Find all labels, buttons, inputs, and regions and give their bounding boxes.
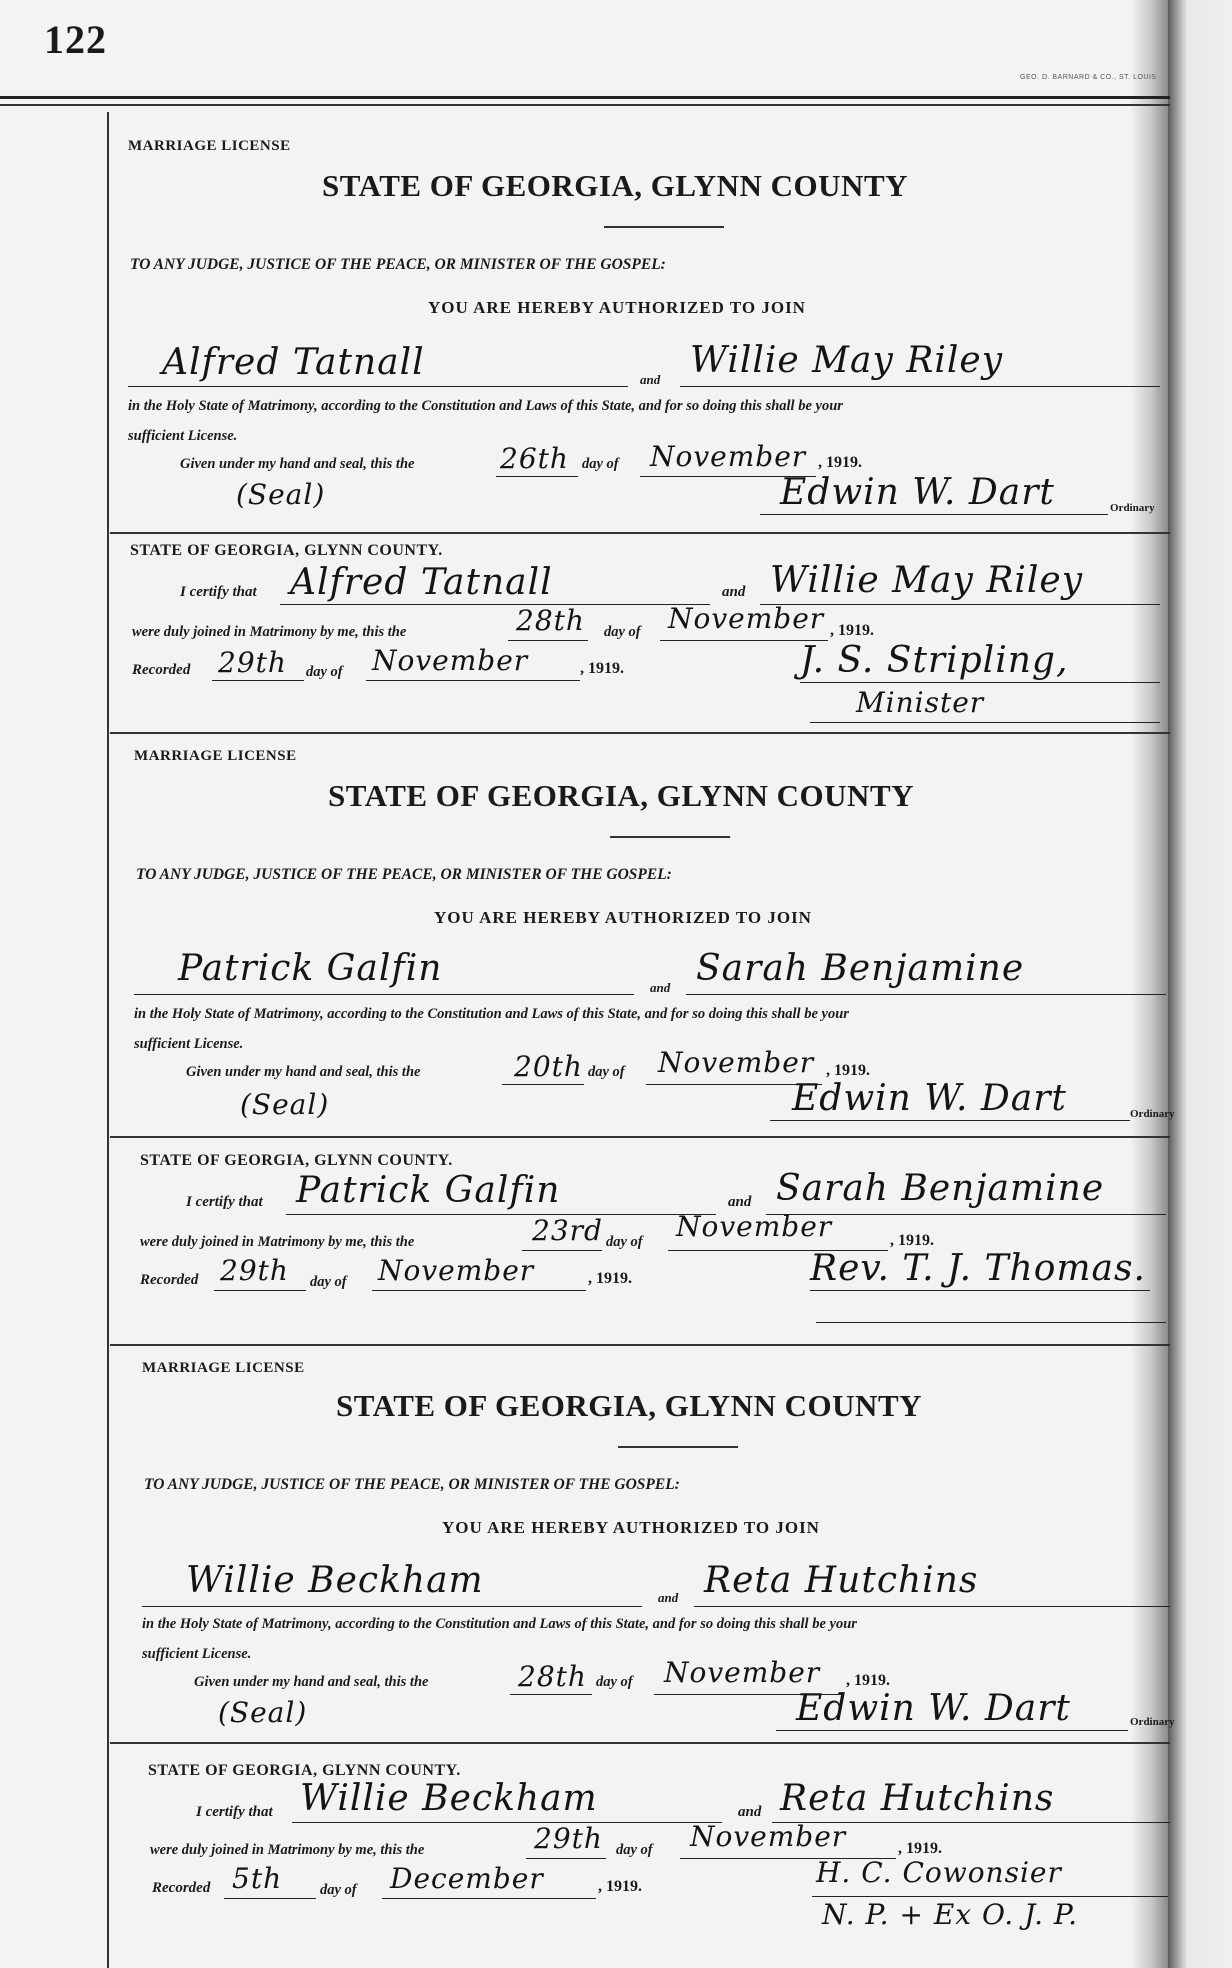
cert-groom-name: Alfred Tatnall — [290, 562, 553, 603]
bride-name: Willie May Riley — [690, 340, 1004, 381]
page-fold-shadow — [1130, 0, 1168, 1968]
ordinary-signature: Edwin W. Dart — [796, 1688, 1071, 1729]
married-day-of-text: day of — [606, 1234, 643, 1250]
title-rule — [610, 836, 730, 838]
state-title: STATE OF GEORGIA, GLYNN COUNTY — [322, 168, 909, 203]
ordinary-signature: Edwin W. Dart — [780, 472, 1055, 513]
cert-bride-name: Willie May Riley — [770, 560, 1084, 601]
duly-joined-text: were duly joined in Matrimony by me, this the — [150, 1842, 425, 1858]
married-month: November — [668, 602, 825, 635]
certify-text: I certify that — [180, 584, 257, 600]
recorded-text: Recorded — [140, 1272, 199, 1288]
recorded-month-line — [366, 680, 580, 681]
officiant-signature: H. C. Cowonsier — [816, 1856, 1062, 1889]
groom-name: Willie Beckham — [186, 1560, 484, 1601]
license-month: November — [650, 440, 807, 473]
certify-text: I certify that — [186, 1194, 263, 1210]
married-day-line — [508, 640, 588, 641]
section-divider — [110, 1742, 1170, 1744]
recorded-day-of-text: day of — [306, 664, 343, 680]
recorded-day-of-text: day of — [310, 1274, 347, 1290]
duly-joined-text: were duly joined in Matrimony by me, this the — [140, 1234, 415, 1250]
cert-bride-name: Sarah Benjamine — [776, 1168, 1105, 1209]
groom-line — [142, 1606, 642, 1607]
license-heading: MARRIAGE LICENSE — [134, 748, 297, 764]
license-day: 26th — [500, 442, 569, 475]
ordinary-line — [770, 1120, 1130, 1121]
officiant-title: Minister — [856, 686, 985, 719]
title-rule — [604, 226, 724, 228]
and-label: and — [658, 1590, 679, 1605]
married-day: 29th — [534, 1822, 603, 1855]
license-month: November — [658, 1046, 815, 1079]
cert-and-label: and — [728, 1194, 752, 1210]
sufficient-text: sufficient License. — [142, 1646, 252, 1662]
recorded-day: 5th — [232, 1862, 283, 1895]
license-day-line — [496, 476, 578, 477]
day-of-text: day of — [588, 1064, 625, 1080]
recorded-text: Recorded — [152, 1880, 211, 1896]
section-divider — [110, 1136, 1170, 1138]
officiant-signature: Rev. T. J. Thomas. — [810, 1248, 1146, 1289]
recorded-day-line — [212, 680, 304, 681]
record-divider — [110, 732, 1170, 734]
license-year: , 1919. — [846, 1672, 890, 1689]
bride-line — [680, 386, 1160, 387]
to-any-line: TO ANY JUDGE, JUSTICE OF THE PEACE, OR MINISTER OF THE GOSPEL: — [144, 1476, 680, 1493]
married-day-of-text: day of — [616, 1842, 653, 1858]
cert-groom-line — [286, 1214, 716, 1215]
ordinary-label: Ordinary — [1130, 1716, 1175, 1728]
page-number: 122 — [44, 17, 107, 62]
seal-mark: (Seal) — [218, 1696, 308, 1729]
recorded-year: , 1919. — [580, 660, 624, 677]
recorded-day-line — [214, 1290, 306, 1291]
officiant-title-line — [816, 1322, 1166, 1323]
certificate-heading: STATE OF GEORGIA, GLYNN COUNTY. — [140, 1152, 453, 1169]
married-year: , 1919. — [890, 1232, 934, 1249]
cert-groom-name: Patrick Galfin — [296, 1170, 561, 1211]
license-day: 20th — [514, 1050, 583, 1083]
certify-text: I certify that — [196, 1804, 273, 1820]
recorded-text: Recorded — [132, 662, 191, 678]
married-day-line — [522, 1250, 602, 1251]
duly-joined-text: were duly joined in Matrimony by me, this the — [132, 624, 407, 640]
and-label: and — [640, 372, 661, 387]
groom-name: Alfred Tatnall — [162, 342, 425, 383]
married-month: November — [690, 1820, 847, 1853]
license-heading: MARRIAGE LICENSE — [128, 138, 291, 154]
cert-groom-name: Willie Beckham — [300, 1778, 598, 1819]
recorded-day: 29th — [218, 646, 287, 679]
bride-name: Reta Hutchins — [704, 1560, 979, 1601]
day-of-text: day of — [596, 1674, 633, 1690]
ordinary-signature: Edwin W. Dart — [792, 1078, 1067, 1119]
to-any-line: TO ANY JUDGE, JUSTICE OF THE PEACE, OR MINISTER OF THE GOSPEL: — [136, 866, 672, 883]
authorized-line: YOU ARE HEREBY AUTHORIZED TO JOIN — [442, 1518, 820, 1537]
married-month: November — [676, 1210, 833, 1243]
groom-line — [134, 994, 634, 995]
bride-line — [686, 994, 1166, 995]
married-day-of-text: day of — [604, 624, 641, 640]
authorized-line: YOU ARE HEREBY AUTHORIZED TO JOIN — [428, 298, 806, 317]
record-divider — [110, 1344, 1170, 1346]
day-of-text: day of — [582, 456, 619, 472]
holy-state-text: in the Holy State of Matrimony, according to the Constitution and Laws of this State, and for so doing this shall be your — [128, 398, 843, 414]
bride-line — [694, 1606, 1170, 1607]
officiant-signature: J. S. Stripling, — [800, 640, 1069, 681]
printer-imprint: GEO. D. BARNARD & CO., ST. LOUIS — [1020, 74, 1157, 81]
given-text: Given under my hand and seal, this the — [194, 1674, 429, 1690]
married-year: , 1919. — [898, 1840, 942, 1857]
married-day: 23rd — [532, 1214, 603, 1247]
certificate-heading: STATE OF GEORGIA, GLYNN COUNTY. — [130, 542, 443, 559]
recorded-day: 29th — [220, 1254, 289, 1287]
groom-name: Patrick Galfin — [178, 948, 443, 989]
cert-groom-line — [280, 604, 710, 605]
officiant-line — [800, 682, 1160, 683]
certificate-heading: STATE OF GEORGIA, GLYNN COUNTY. — [148, 1762, 461, 1779]
cert-and-label: and — [738, 1804, 762, 1820]
recorded-day-of-text: day of — [320, 1882, 357, 1898]
married-day-line — [526, 1858, 606, 1859]
seal-mark: (Seal) — [236, 478, 326, 511]
license-day-line — [502, 1084, 584, 1085]
authorized-line: YOU ARE HEREBY AUTHORIZED TO JOIN — [434, 908, 812, 927]
officiant-line — [810, 1290, 1150, 1291]
license-year: , 1919. — [818, 454, 862, 471]
left-margin-line — [107, 112, 109, 1968]
cert-groom-line — [292, 1822, 722, 1823]
cert-and-label: and — [722, 584, 746, 600]
officiant-line — [812, 1896, 1168, 1897]
title-rule — [618, 1446, 738, 1448]
license-day-line — [510, 1694, 592, 1695]
to-any-line: TO ANY JUDGE, JUSTICE OF THE PEACE, OR MINISTER OF THE GOSPEL: — [130, 256, 666, 273]
license-day: 28th — [518, 1660, 587, 1693]
recorded-month: November — [372, 644, 529, 677]
married-day: 28th — [516, 604, 585, 637]
ordinary-label: Ordinary — [1130, 1108, 1175, 1120]
bride-name: Sarah Benjamine — [696, 948, 1025, 989]
ordinary-label: Ordinary — [1110, 502, 1155, 514]
and-label: and — [650, 980, 671, 995]
recorded-month-line — [372, 1290, 586, 1291]
holy-state-text: in the Holy State of Matrimony, according to the Constitution and Laws of this State, and for so doing this shall be your — [134, 1006, 849, 1022]
top-rule-secondary — [0, 104, 1170, 106]
adjacent-page-edge — [1168, 0, 1232, 1968]
holy-state-text: in the Holy State of Matrimony, according to the Constitution and Laws of this State, and for so doing this shall be your — [142, 1616, 857, 1632]
sufficient-text: sufficient License. — [134, 1036, 244, 1052]
groom-line — [128, 386, 628, 387]
ordinary-line — [776, 1730, 1128, 1731]
section-divider — [110, 532, 1170, 534]
married-year: , 1919. — [830, 622, 874, 639]
recorded-year: , 1919. — [588, 1270, 632, 1287]
license-month: November — [664, 1656, 821, 1689]
state-title: STATE OF GEORGIA, GLYNN COUNTY — [336, 1388, 923, 1423]
ordinary-line — [760, 514, 1108, 515]
seal-mark: (Seal) — [240, 1088, 330, 1121]
given-text: Given under my hand and seal, this the — [186, 1064, 421, 1080]
officiant-title-line — [810, 722, 1160, 723]
cert-bride-name: Reta Hutchins — [780, 1778, 1055, 1819]
given-text: Given under my hand and seal, this the — [180, 456, 415, 472]
recorded-month: November — [378, 1254, 535, 1287]
license-year: , 1919. — [826, 1062, 870, 1079]
recorded-day-line — [224, 1898, 316, 1899]
officiant-title: N. P. + Ex O. J. P. — [822, 1898, 1079, 1931]
state-title: STATE OF GEORGIA, GLYNN COUNTY — [328, 778, 915, 813]
recorded-month-line — [382, 1898, 596, 1899]
sufficient-text: sufficient License. — [128, 428, 238, 444]
license-heading: MARRIAGE LICENSE — [142, 1360, 305, 1376]
top-rule — [0, 96, 1170, 99]
recorded-month: December — [390, 1862, 544, 1895]
recorded-year: , 1919. — [598, 1878, 642, 1895]
